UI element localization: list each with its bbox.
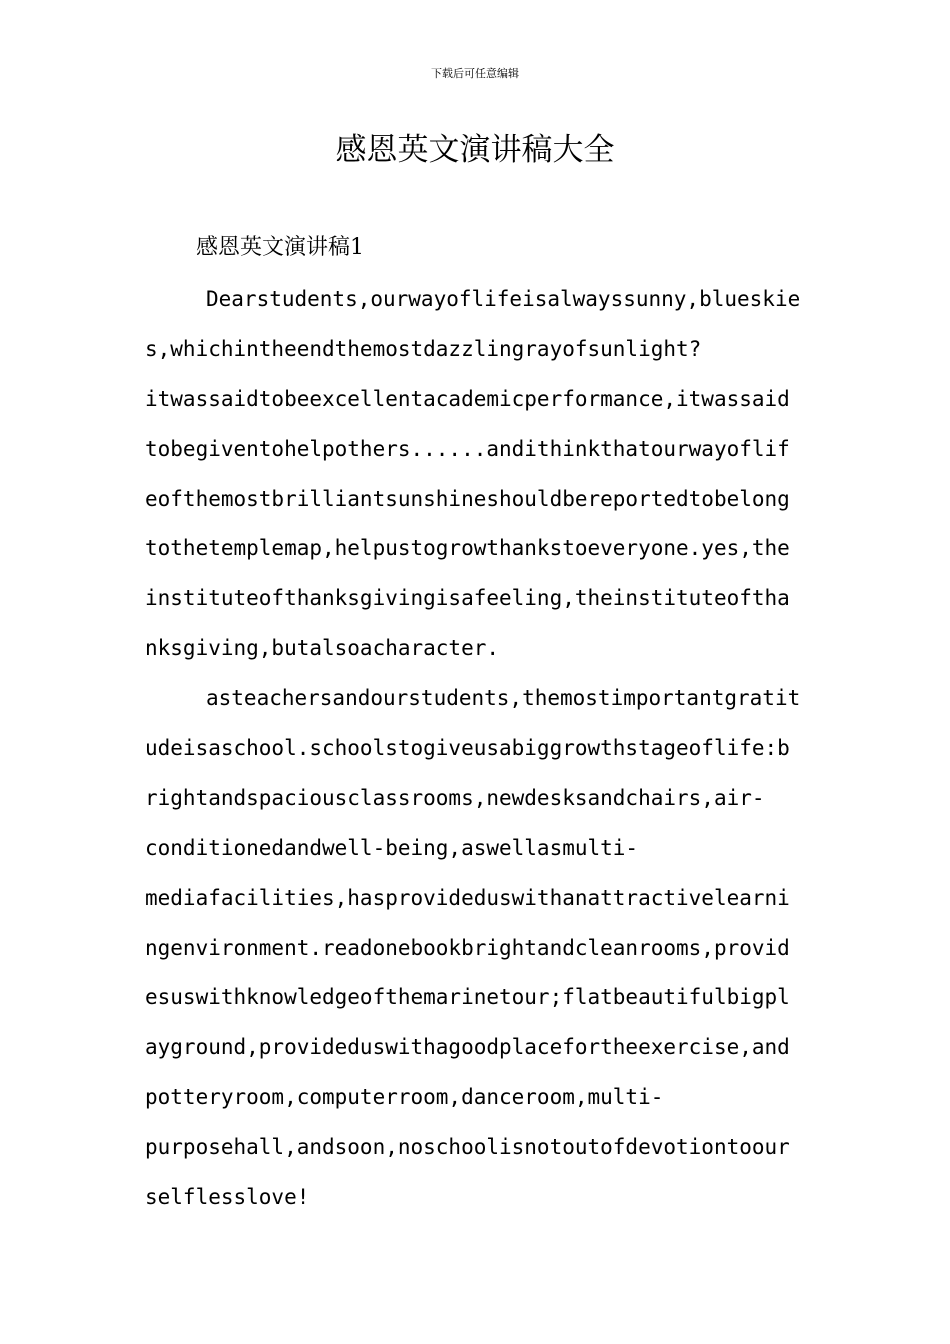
text-line: itwassaidtobeexcellentacademicperformance,itwassaid — [145, 386, 790, 411]
header-note: 下载后可任意编辑 — [431, 67, 519, 80]
section-heading: 感恩英文演讲稿1 — [196, 235, 364, 260]
text-line: potteryroom,computerroom,danceroom,multi- — [145, 1085, 664, 1110]
text-line: mediafacilities,hasprovideduswithanattractivelearni — [145, 885, 790, 910]
body-text — [145, 275, 810, 1223]
text-line: udeisaschool.schoolstogiveusabiggrowthstageoflife:b — [145, 736, 790, 761]
text-line: ayground,provideduswithagoodplacefortheexercise,and — [145, 1035, 790, 1060]
paragraph-1 — [145, 275, 810, 674]
text-line: tothetemplemap,helpustogrowthankstoeveryone.yes,the — [145, 536, 790, 561]
paragraph-2 — [145, 674, 810, 1223]
text-line: instituteofthanksgivingisafeeling,theinstituteoftha — [145, 586, 790, 611]
text-line: conditionedandwell-being,aswellasmulti- — [145, 835, 639, 860]
text-line: eofthemostbrilliantsunshineshouldbereportedtobelong — [145, 486, 790, 511]
text-line: Dearstudents,ourwayoflifeisalwayssunny,blueskie — [206, 287, 801, 311]
text-line: nksgiving,butalsoacharacter. — [145, 636, 500, 661]
text-line: s,whichintheendthemostdazzlingrayofsunlight? — [145, 336, 702, 361]
text-line: tobegiventohelpothers......andithinkthatourwayoflif — [145, 436, 790, 461]
text-line: selflesslove! — [145, 1185, 310, 1210]
text-line: asteachersandourstudents,themostimportantgratit — [206, 686, 801, 711]
text-line: esuswithknowledgeofthemarinetour;flatbeautifulbigpl — [145, 985, 790, 1010]
text-line: purposehall,andsoon,noschoolisnotoutofdevotiontoour — [145, 1135, 790, 1160]
text-line: rightandspaciousclassrooms,newdesksandchairs,air- — [145, 785, 765, 810]
text-line: ngenvironment.readonebookbrightandcleanrooms,provid — [145, 935, 790, 960]
document-title: 感恩英文演讲稿大全 — [335, 132, 615, 168]
